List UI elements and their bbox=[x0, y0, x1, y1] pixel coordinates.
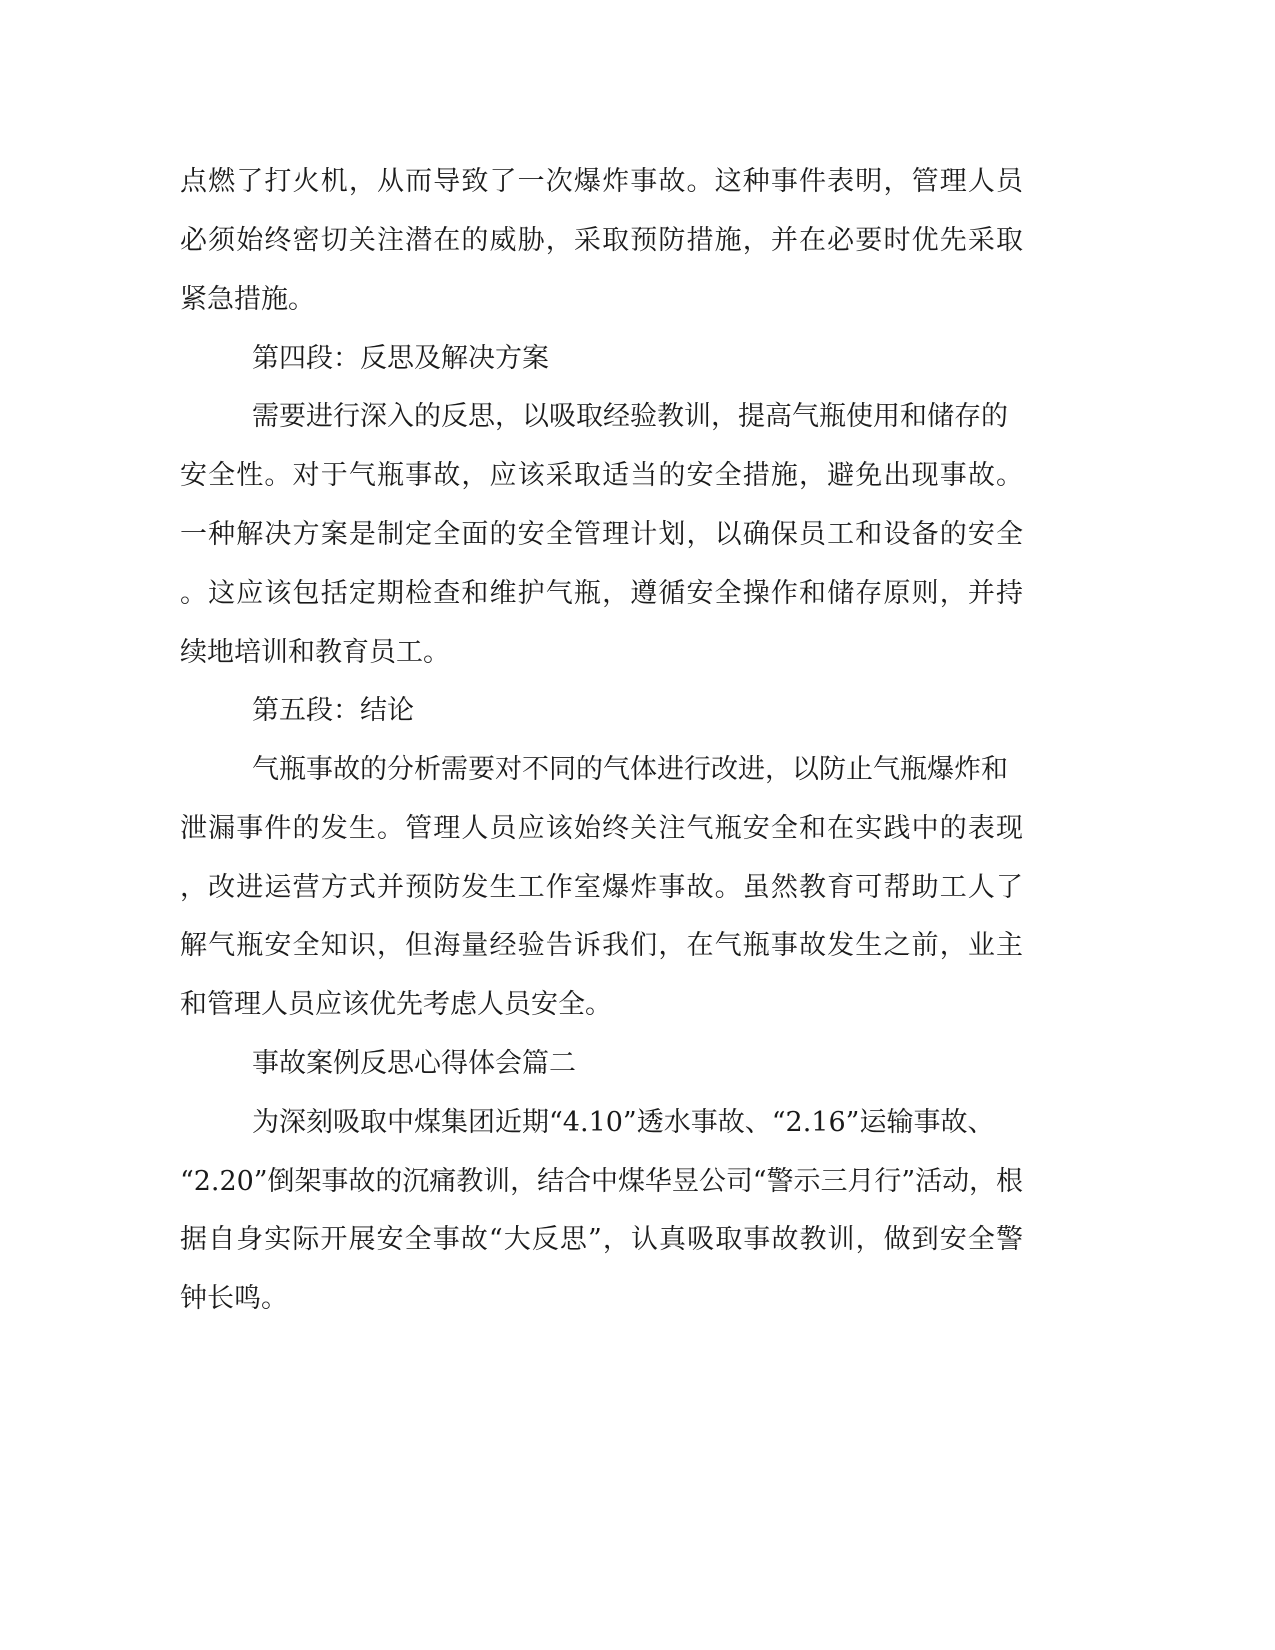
text-line bbox=[0, 985, 1275, 1025]
text-line bbox=[0, 750, 1275, 790]
line-text: 和管理人员应该优先考虑人员安全。 bbox=[180, 989, 612, 1020]
text-line bbox=[0, 456, 1275, 496]
text-line bbox=[0, 221, 1275, 261]
text-line bbox=[0, 926, 1275, 966]
line-text: 第四段：反思及解决方案 bbox=[252, 343, 549, 374]
line-text: ，改进运营方式并预防发生工作室爆炸事故。虽然教育可帮助工人了 bbox=[180, 872, 1025, 903]
text-line bbox=[0, 1162, 1275, 1202]
line-text: 第五段：结论 bbox=[252, 695, 414, 726]
text-line bbox=[0, 574, 1275, 614]
text-line bbox=[0, 162, 1275, 202]
text-line bbox=[0, 280, 1275, 320]
text-line bbox=[0, 868, 1275, 908]
line-text: 一种解决方案是制定全面的安全管理计划，以确保员工和设备的安全 bbox=[180, 519, 1025, 550]
line-text: 安全性。对于气瓶事故，应该采取适当的安全措施，避免出现事故。 bbox=[180, 460, 1025, 491]
line-text: 气瓶事故的分析需要对不同的气体进行改进，以防止气瓶爆炸和 bbox=[252, 754, 1008, 785]
section-heading bbox=[0, 691, 1275, 731]
line-text: 需要进行深入的反思，以吸取经验教训，提高气瓶使用和储存的 bbox=[252, 401, 1008, 432]
text-line bbox=[0, 397, 1275, 437]
line-text: 钟长鸣。 bbox=[180, 1283, 288, 1314]
line-text: 紧急措施。 bbox=[180, 284, 315, 315]
text-line bbox=[0, 1279, 1275, 1319]
line-text: 必须始终密切关注潜在的威胁，采取预防措施，并在必要时优先采取 bbox=[180, 225, 1025, 256]
line-text: 事故案例反思心得体会篇二 bbox=[252, 1048, 576, 1079]
line-text: 点燃了打火机，从而导致了一次爆炸事故。这种事件表明，管理人员 bbox=[180, 166, 1025, 197]
line-text: 续地培训和教育员工。 bbox=[180, 637, 450, 668]
text-line bbox=[0, 1220, 1275, 1260]
text-line bbox=[0, 633, 1275, 673]
line-text: 。这应该包括定期检查和维护气瓶，遵循安全操作和储存原则，并持 bbox=[180, 578, 1025, 609]
section-heading bbox=[0, 339, 1275, 379]
text-line bbox=[0, 515, 1275, 555]
text-line bbox=[0, 809, 1275, 849]
line-text: “2.20”倒架事故的沉痛教训，结合中煤华昱公司“警示三月行”活动，根 bbox=[180, 1166, 1023, 1197]
text-line bbox=[0, 1103, 1275, 1143]
line-text: 解气瓶安全知识，但海量经验告诉我们，在气瓶事故发生之前，业主 bbox=[180, 930, 1025, 961]
line-text: 泄漏事件的发生。管理人员应该始终关注气瓶安全和在实践中的表现 bbox=[180, 813, 1025, 844]
section-heading bbox=[0, 1044, 1275, 1084]
line-text: 为深刻吸取中煤集团近期“4.10”透水事故、“2.16”运输事故、 bbox=[252, 1107, 995, 1138]
line-text: 据自身实际开展安全事故“大反思”，认真吸取事故教训，做到安全警 bbox=[180, 1224, 1025, 1255]
